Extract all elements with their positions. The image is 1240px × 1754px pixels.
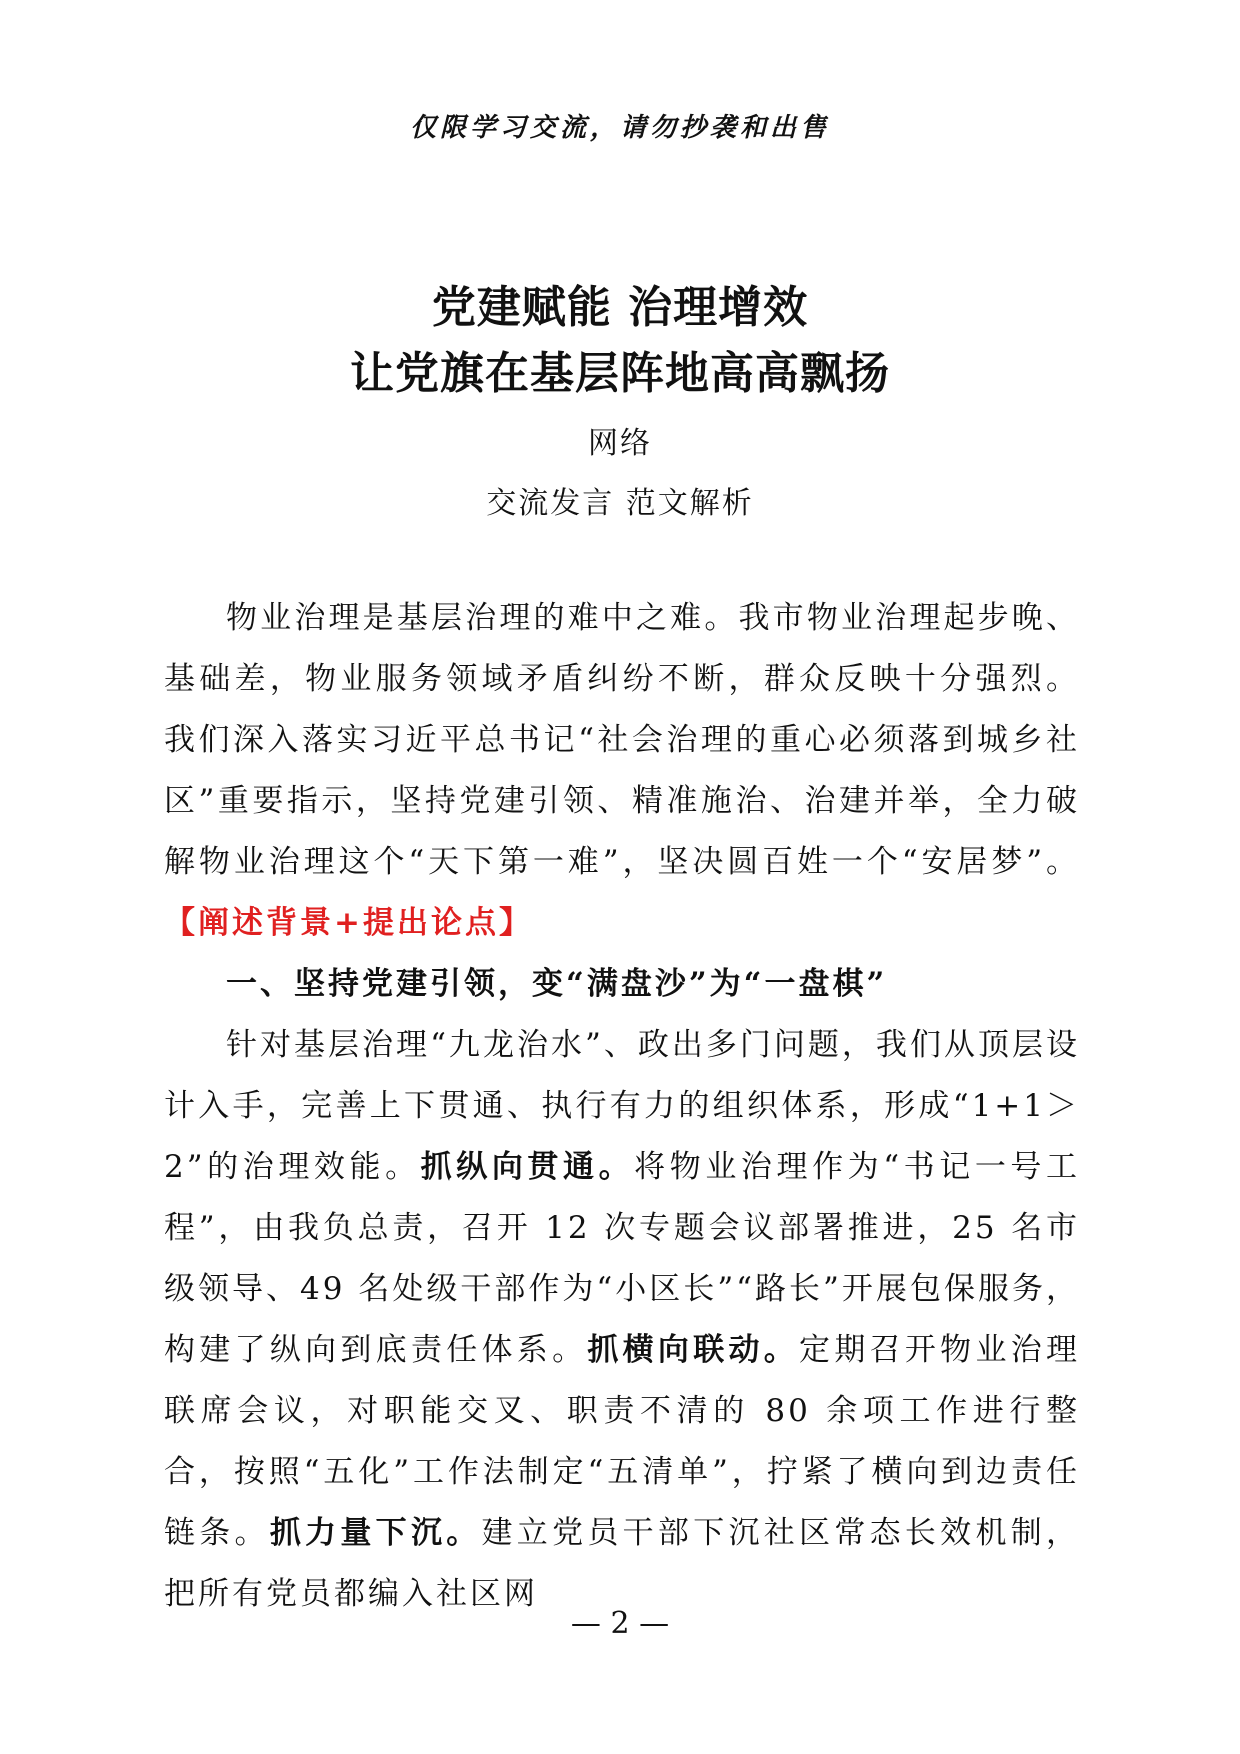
- document-body: [164, 588, 1080, 1625]
- page-number: — 2 —: [570, 1606, 670, 1641]
- title-line-2: 让党旗在基层阵地高高飘扬: [350, 348, 890, 399]
- header-notice: 仅限学习交流，请勿抄袭和出售: [409, 113, 830, 143]
- intro-text: 物业治理是基层治理的难中之难。我市物业治理起步晚、基础差，物业服务领域矛盾纠纷不断，群众反映十分强烈。我们深入落实习近平总书记“社会治理的重心必须落到城乡社区”重要指示，坚持党建引领、精准施治、治建并举，全力破解物业治理这个“天下第一难”，坚决圆百姓一个“安居梦”。: [164, 600, 1080, 880]
- annotation-label: 【阐述背景+提出论点】: [164, 905, 533, 941]
- point-text-vertical: 将物业治理作为“书记一号工程”，由我负总责，召开 12 次专题会议部署推进，25 名市级领导、49 名处级干部作为“小区长”“路长”开展包保服务，构建了纵向到底责任体系。: [164, 1149, 1080, 1368]
- section-intro-text: 针对基层治理“九龙治水”、政出多门问题，我们从顶层设计入手，完善上下贯通、执行有力的组织体系，形成“1+1＞2”的治理效能。: [164, 1027, 1080, 1185]
- author-line: 网络: [588, 426, 652, 461]
- point-label-vertical: 抓纵向贯通。: [420, 1149, 635, 1185]
- intro-paragraph: [164, 588, 1080, 954]
- point-label-sinking: 抓力量下沉。: [269, 1515, 482, 1551]
- section-paragraph-1: [164, 1015, 1080, 1625]
- point-label-horizontal: 抓横向联动。: [587, 1332, 800, 1368]
- document-title: [0, 275, 1240, 407]
- point-text-sinking: 建立党员干部下沉社区常态长效机制，把所有党员都编入社区网: [164, 1515, 1081, 1612]
- title-line-1: 党建赋能 治理增效: [431, 282, 809, 333]
- subtitle-line: 交流发言 范文解析: [486, 486, 754, 521]
- section-heading-1: 一、坚持党建引领，变“满盘沙”为“一盘棋”: [226, 966, 888, 1002]
- point-text-horizontal: 定期召开物业治理联席会议，对职能交叉、职责不清的 80 余项工作进行整合，按照“五化”工作法制定“五清单”，拧紧了横向到边责任链条。: [164, 1332, 1081, 1551]
